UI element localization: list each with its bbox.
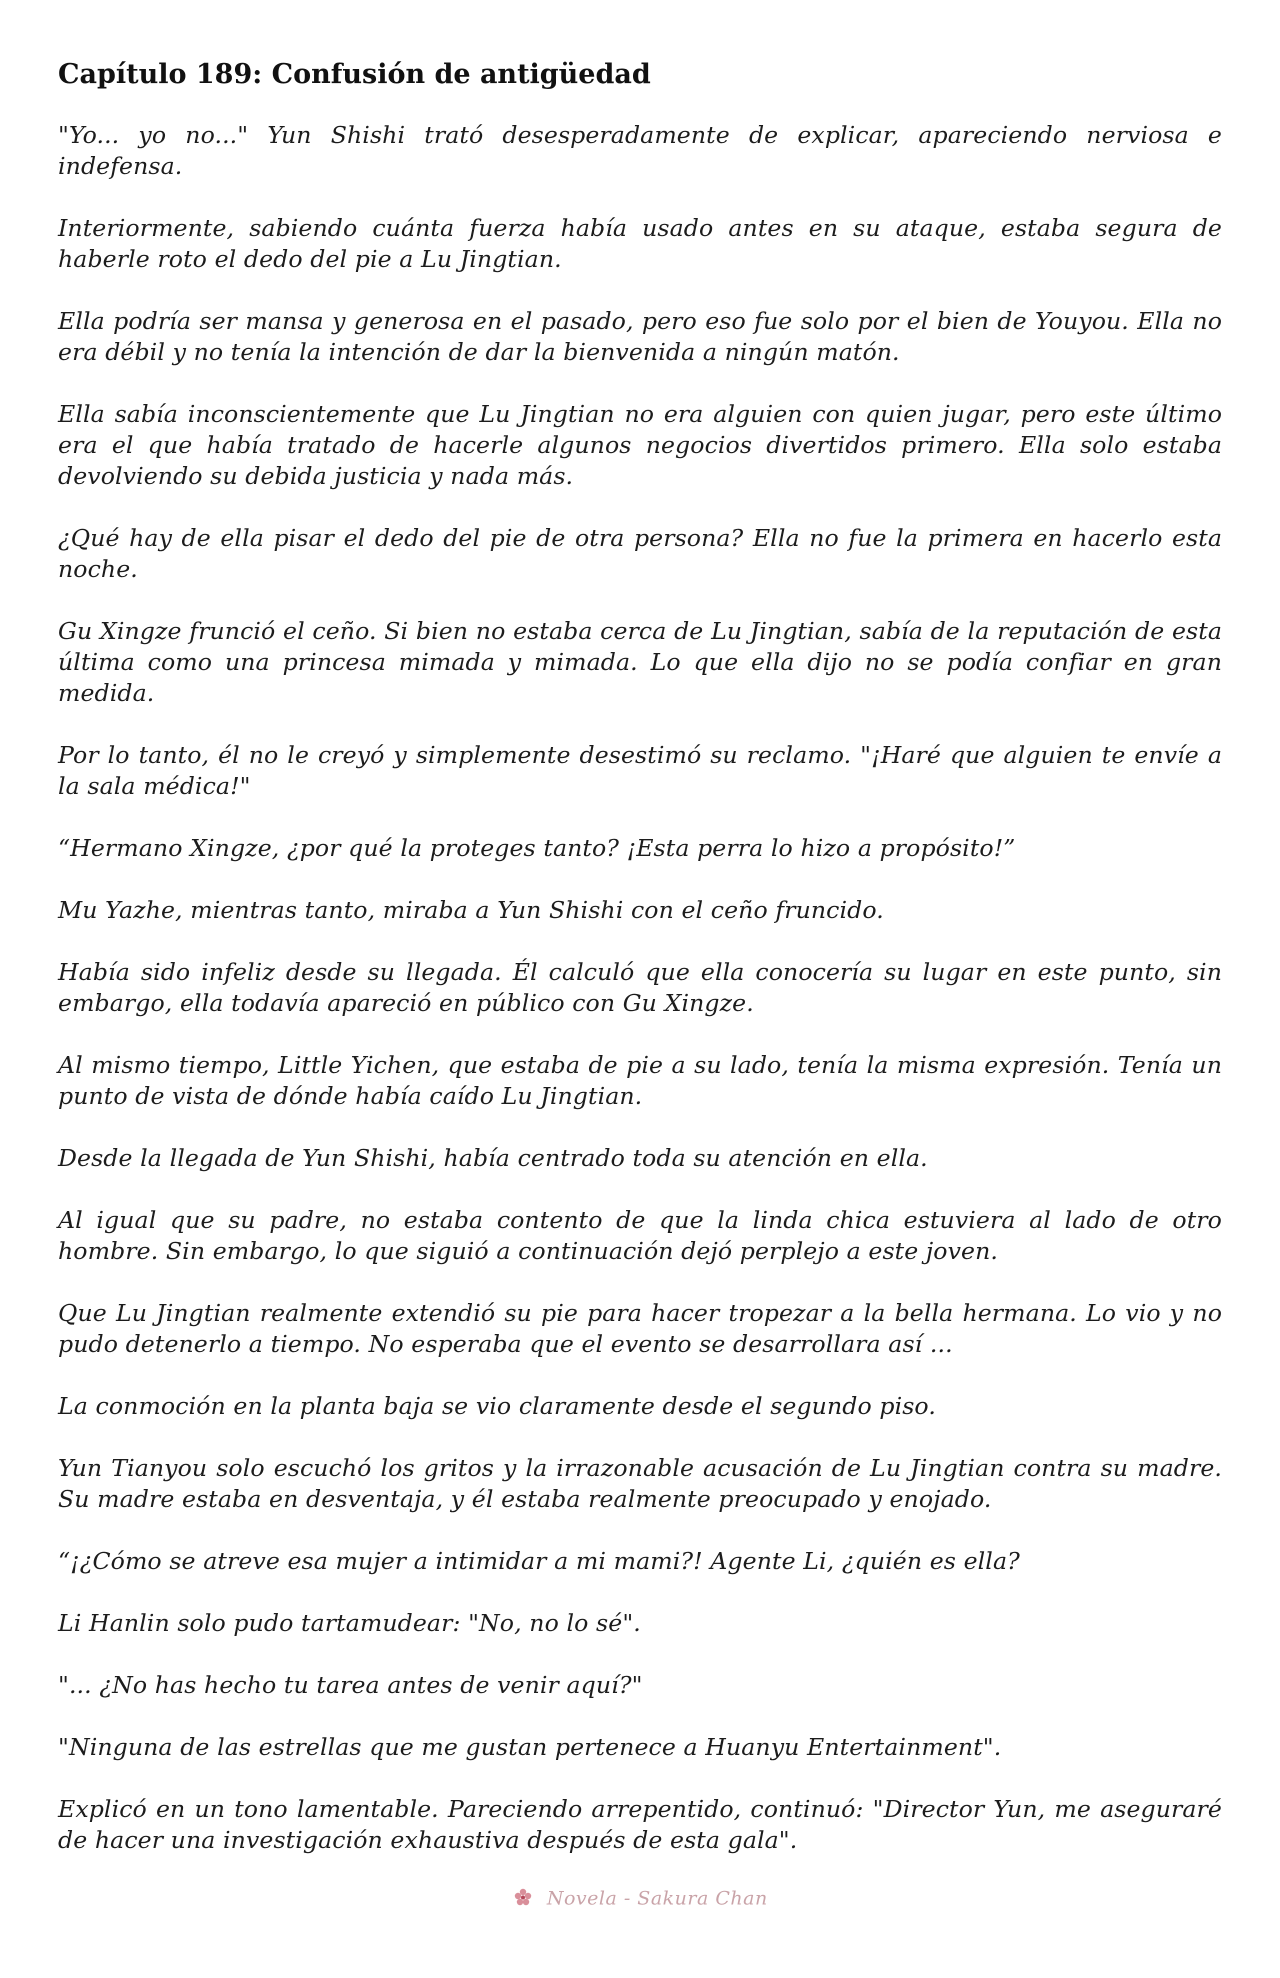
paragraph: "... ¿No has hecho tu tarea antes de venir aquí?"	[58, 1671, 643, 1699]
paragraph: Que Lu Jingtian realmente extendió su pie para hacer tropezar a la bella hermana. Lo vio y no pudo detenerlo a tiempo. No esperaba que el evento se desarrollara así ...	[58, 1299, 1222, 1358]
paragraph: “Hermano Xingze, ¿por qué la proteges tanto? ¡Esta perra lo hizo a propósito!”	[58, 834, 1016, 862]
paragraph: “¡¿Cómo se atreve esa mujer a intimidar a mi mami?! Agente Li, ¿quién es ella?	[58, 1547, 1020, 1575]
paragraph: Interiormente, sabiendo cuánta fuerza había usado antes en su ataque, estaba segura de haberle roto el dedo del pie a Lu Jingtian.	[58, 214, 1222, 273]
paragraph: "Yo... yo no..." Yun Shishi trató desesperadamente de explicar, apareciendo nerviosa e indefensa.	[58, 121, 1222, 180]
paragraph: Mu Yazhe, mientras tanto, miraba a Yun Shishi con el ceño fruncido.	[58, 896, 884, 924]
document-page	[58, 56, 1222, 1887]
chapter-body	[58, 120, 1222, 1856]
paragraph: Ella podría ser mansa y generosa en el pasado, pero eso fue solo por el bien de Youyou. Ella no era débil y no tenía la intención de dar la bienvenida a ningún matón.	[58, 307, 1222, 366]
watermark	[0, 1887, 1280, 1912]
watermark-text: Novela - Sakura Chan	[546, 1887, 768, 1910]
paragraph: ¿Qué hay de ella pisar el dedo del pie de otra persona? Ella no fue la primera en hacerlo esta noche.	[58, 524, 1222, 583]
paragraph: Había sido infeliz desde su llegada. Él calculó que ella conocería su lugar en este punto, sin embargo, ella todavía apareció en público con Gu Xingze.	[58, 958, 1222, 1017]
paragraph: Yun Tianyou solo escuchó los gritos y la irrazonable acusación de Lu Jingtian contra su madre. Su madre estaba en desventaja, y él estaba realmente preocupado y enojado.	[58, 1454, 1222, 1513]
paragraph: Desde la llegada de Yun Shishi, había centrado toda su atención en ella.	[58, 1144, 928, 1172]
paragraph: Al igual que su padre, no estaba contento de que la linda chica estuviera al lado de otro hombre. Sin embargo, lo que siguió a continuación dejó perplejo a este joven.	[58, 1206, 1222, 1265]
paragraph: "Ninguna de las estrellas que me gustan pertenece a Huanyu Entertainment".	[58, 1733, 1002, 1761]
paragraph: Explicó en un tono lamentable. Pareciendo arrepentido, continuó: "Director Yun, me aseguraré de hacer una investigación exhaustiva después de esta gala".	[58, 1795, 1222, 1854]
paragraph: La conmoción en la planta baja se vio claramente desde el segundo piso.	[58, 1392, 936, 1420]
paragraph: Por lo tanto, él no le creyó y simplemente desestimó su reclamo. "¡Haré que alguien te envíe a la sala médica!"	[58, 741, 1222, 800]
sakura-flower-icon	[512, 1887, 534, 1912]
paragraph: Li Hanlin solo pudo tartamudear: "No, no lo sé".	[58, 1609, 641, 1637]
paragraph: Al mismo tiempo, Little Yichen, que estaba de pie a su lado, tenía la misma expresión. Tenía un punto de vista de dónde había caído Lu Jingtian.	[58, 1051, 1222, 1110]
paragraph: Gu Xingze frunció el ceño. Si bien no estaba cerca de Lu Jingtian, sabía de la reputación de esta última como una princesa mimada y mimada. Lo que ella dijo no se podía confiar en gran medida.	[58, 617, 1222, 707]
chapter-title: Capítulo 189: Confusión de antigüedad	[58, 59, 651, 90]
paragraph: Ella sabía inconscientemente que Lu Jingtian no era alguien con quien jugar, pero este último era el que había tratado de hacerle algunos negocios divertidos primero. Ella solo estaba devolviendo su debida justicia y nada más.	[58, 400, 1222, 490]
